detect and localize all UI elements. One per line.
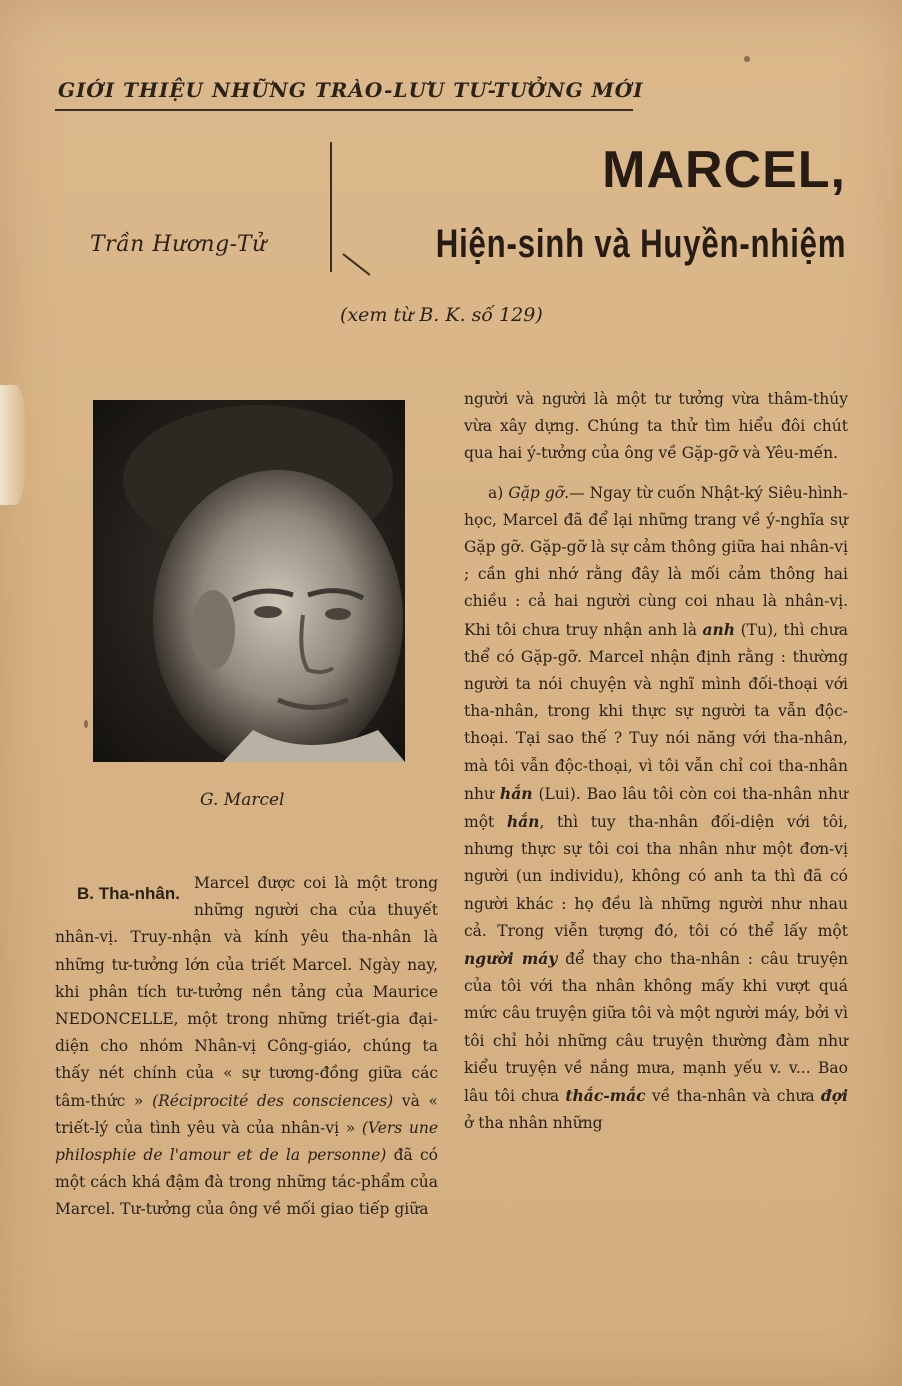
italic-run: hắn bbox=[506, 812, 540, 832]
text-run: a) bbox=[488, 483, 509, 502]
text-run: (Tu), thì chưa thể có Gặp-gỡ. Marcel nhận định rằng : thường người ta nói chuyện và nghĩ mình đối-thoại với tha-nhân, trong khi thực sự người ta vẫn độc-thoại. Tại sao thế ? Tuy nói năng với tha-nhân, mà tôi vẫn độc-thoại, vì tôi vẫn chỉ coi tha-nhân như bbox=[464, 620, 848, 803]
article-title: MARCEL, bbox=[602, 141, 846, 199]
italic-run: (Réciprocité des consciences) bbox=[152, 1091, 394, 1110]
section-heading: B. Tha-nhân. bbox=[77, 884, 180, 903]
right-column bbox=[464, 386, 848, 1137]
text-run: về tha-nhân và chưa bbox=[645, 1087, 821, 1106]
portrait-image bbox=[93, 400, 405, 762]
paragraph bbox=[55, 870, 438, 1224]
text-run: ở tha nhân những bbox=[464, 1114, 603, 1133]
paper-spot bbox=[744, 56, 750, 62]
left-column bbox=[55, 870, 438, 1224]
header-rule bbox=[55, 109, 633, 111]
portrait-photo bbox=[93, 400, 405, 762]
italic-run: thắc-mắc bbox=[565, 1086, 646, 1106]
paragraph bbox=[464, 480, 848, 1138]
divider-tick bbox=[342, 253, 370, 276]
paragraph: người và người là một tư tưởng vừa thâm-thúy vừa xây dựng. Chúng ta thử tìm hiểu đôi chút qua hai ý-tưởng của ông về Gặp-gỡ và Yêu-mến. bbox=[464, 390, 848, 463]
italic-run: anh bbox=[702, 619, 736, 639]
vertical-divider bbox=[330, 142, 332, 272]
author-signature: Trần Hương-Tử bbox=[90, 232, 267, 257]
text-run: (Lui). Bao lâu tôi còn coi tha-nhân như một bbox=[464, 784, 849, 832]
italic-run: (Vers une philosphie de l'amour et de la personne) bbox=[55, 1118, 438, 1165]
paper-spot bbox=[84, 720, 88, 728]
italic-run: người máy bbox=[464, 949, 558, 969]
text-run: — Ngay từ cuốn Nhật-ký Siêu-hình-học, Marcel đã để lại những trang về ý-nghĩa sự Gặp gỡ. Gặp-gỡ là sự cảm thông giữa hai nhân-vị ; cần ghi nhớ rằng đây là mối cảm thông hai chiều : cả hai người cùng coi nhau là nhân-vị. Khi tôi chưa truy nhận anh là bbox=[464, 483, 848, 639]
torn-edge bbox=[0, 385, 26, 505]
article-subtitle: Hiện-sinh và Huyền-nhiệm bbox=[435, 222, 846, 266]
text-run: , thì tuy tha-nhân đối-diện với tôi, nhưng thực sự tôi coi tha nhân như một đơn-vị người (un individu), không có anh ta thì đã có người khác : họ đều là những người như nhau cả. Trong viễn tượng đó, tôi có thể lấy một bbox=[464, 813, 848, 940]
italic-run: hắn bbox=[499, 783, 533, 803]
text-run: để thay cho tha-nhân : câu truyện của tôi với tha nhân không mấy khi vượt quá mức câu truyện giữa tôi và một người máy, bởi vì tôi chỉ hỏi những câu truyện thường đàm như kiểu truyện về nắng mưa, mạnh yếu v. v... Bao lâu tôi chưa bbox=[464, 950, 848, 1106]
series-title: GIỚI THIỆU NHỮNG TRÀO-LƯU TƯ-TƯỞNG MỚI bbox=[58, 78, 644, 102]
text-run: Marcel được coi là một trong những người cha của thuyết nhân-vị. Truy-nhận và kính yêu tha-nhân là những tư-tưởng lớn của triết Marcel. Ngày nay, khi phân tích tư-tưởng nền tảng của Maurice NEDONCELLE, một trong những triết-gia đại-diện cho nhóm Nhân-vị Công-giáo, chúng ta thấy nét chính của « sự tương-đồng giữa các tâm-thức » bbox=[55, 874, 438, 1110]
italic-run: Gặp gỡ. bbox=[508, 483, 570, 502]
photo-caption: G. Marcel bbox=[200, 790, 285, 810]
italic-run: đợi bbox=[820, 1086, 848, 1106]
text-run: đã có một cách khá đậm đà trong những tác-phẩm của Marcel. Tư-tưởng của ông về mối giao tiếp giữa bbox=[55, 1146, 438, 1219]
text-run: và « triết-lý của tình yêu và của nhân-vị » bbox=[55, 1091, 439, 1137]
article-reference: (xem từ B. K. số 129) bbox=[340, 304, 543, 326]
